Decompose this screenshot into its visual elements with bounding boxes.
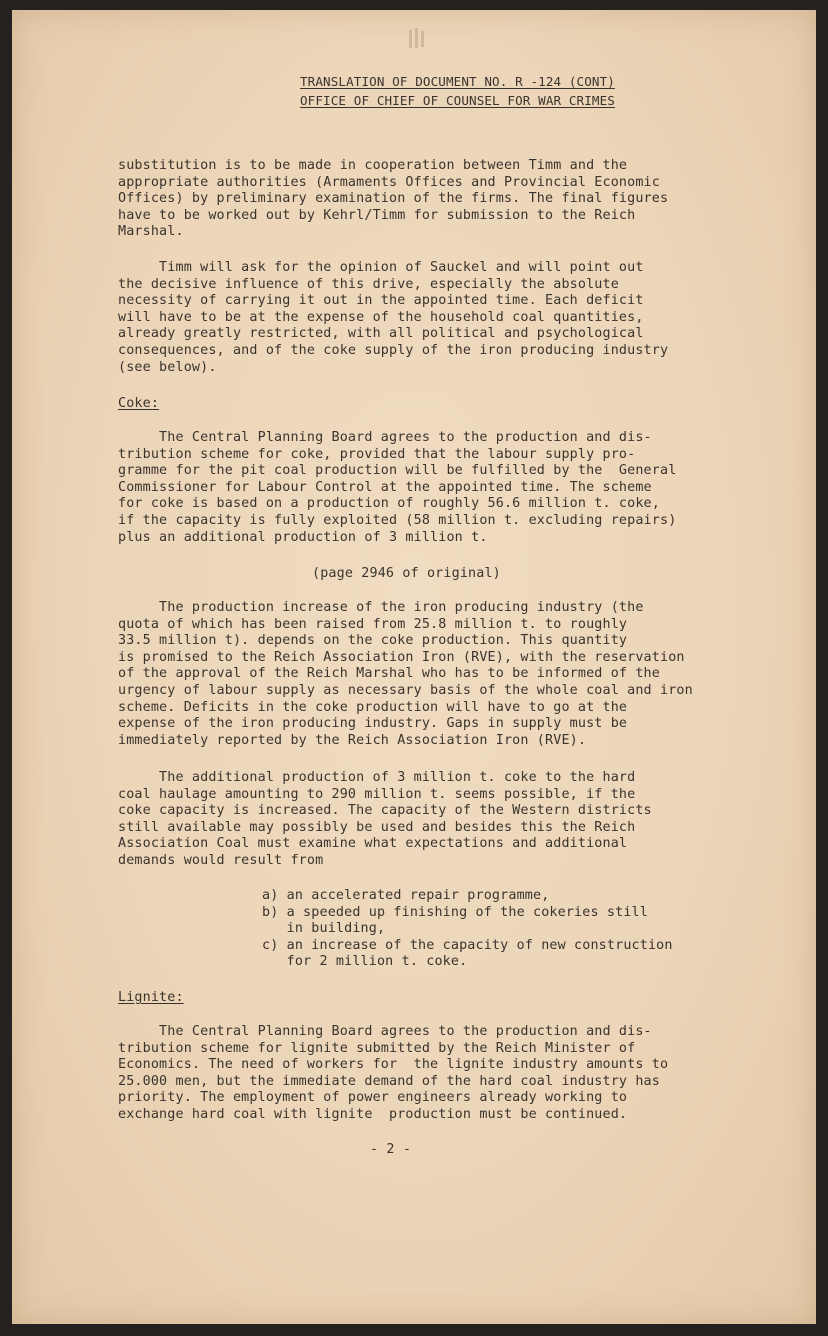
demands-list: a) an accelerated repair programme, b) a speeded up finishing of the cokeries still in building, c) an increase of the capacity of new construction for 2 million t. coke.: [262, 888, 673, 970]
paragraph-coke-scheme: The Central Planning Board agrees to the production and dis- tribution scheme for coke, provided that the labour supply pro- gramme for the pit coal production will be fulfilled by the General Commissioner for Labour Control at the appointed time. The scheme for coke is based on a production of roughly 56.6 million t. coke, if the capacity is fully exploited (58 million t. excluding repairs) plus an additional production of 3 million t.: [118, 430, 677, 545]
paragraph-substitution: substitution is to be made in cooperation between Timm and the appropriate authorities (Armaments Offices and Provincial Economic Offices) by preliminary examination of the firms. The final figures have to be worked out by Kehrl/Timm for submission to the Reich Marshal.: [118, 158, 669, 240]
page-number: - 2 -: [370, 1142, 412, 1157]
paragraph-iron-production: The production increase of the iron producing industry (the quota of which has been raised from 25.8 million t. to roughly 33.5 million t). depends on the coke production. This quantity is promised to the Reich Association Iron (RVE), with the reservation of the approval of the Reich Marshal who has to be informed of the urgency of labour supply as necessary basis of the whole coal and iron scheme. Deficits in the coke production will have to go at the expense of the iron producing industry. Gaps in supply must be immediately reported by the Reich Association Iron (RVE).: [118, 600, 693, 748]
header-office: OFFICE OF CHIEF OF COUNSEL FOR WAR CRIMES: [300, 93, 615, 108]
page-reference: (page 2946 of original): [312, 566, 501, 581]
paragraph-additional-coke: The additional production of 3 million t. coke to the hard coal haulage amounting to 290 million t. seems possible, if the coke capacity is increased. The capacity of the Western districts still available may possibly be used and besides this the Reich Association Coal must examine what expectations and additional demands would result from: [118, 770, 652, 868]
document-page: [12, 10, 816, 1324]
stamp-mark-icon: [406, 26, 428, 52]
heading-lignite: Lignite:: [118, 990, 184, 1005]
header-title: TRANSLATION OF DOCUMENT NO. R -124 (CONT): [300, 74, 615, 89]
paragraph-timm-sauckel: Timm will ask for the opinion of Sauckel and will point out the decisive influence of this drive, especially the absolute necessity of carrying it out in the appointed time. Each deficit will have to be at the expense of the household coal quantities, already greatly restricted, with all political and psychological consequences, and of the coke supply of the iron producing industry (see below).: [118, 260, 669, 375]
document-header: [300, 72, 660, 110]
paragraph-lignite-scheme: The Central Planning Board agrees to the production and dis- tribution scheme for lignite submitted by the Reich Minister of Economics. The need of workers for the lignite industry amounts to 25.000 men, but the immediate demand of the hard coal industry has priority. The employment of power engineers already working to exchange hard coal with lignite production must be continued.: [118, 1024, 669, 1122]
heading-coke: Coke:: [118, 396, 160, 411]
